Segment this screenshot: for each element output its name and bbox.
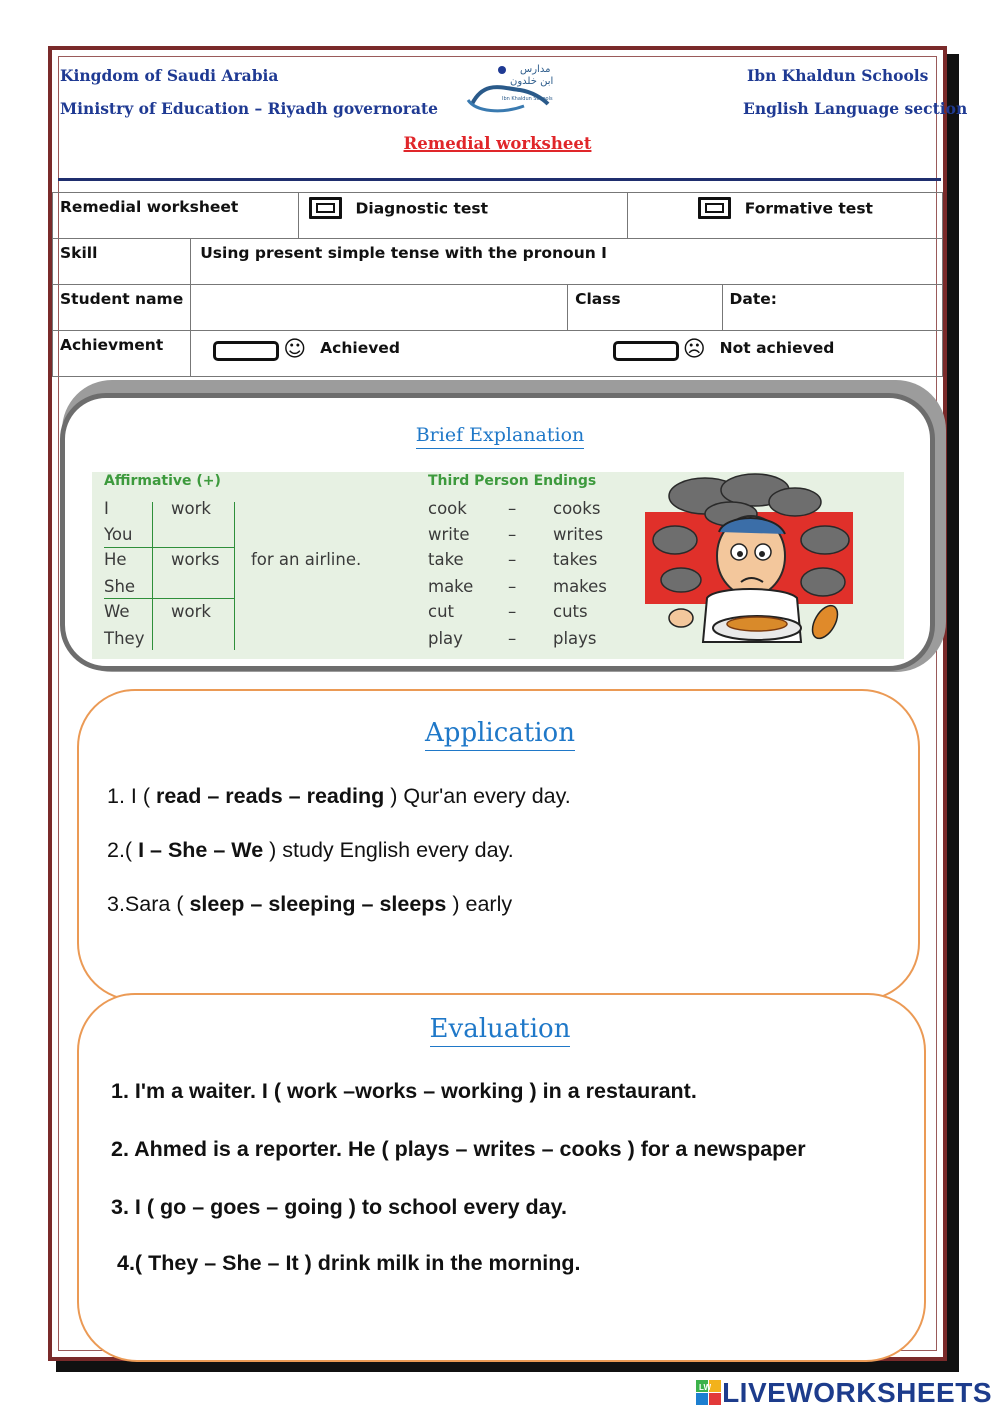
evaluation-title-wrap <box>0 1014 1000 1044</box>
achievement-options <box>191 331 943 377</box>
ending-dash: – <box>508 629 517 648</box>
ending-dash: – <box>508 550 517 569</box>
header-ministry: Ministry of Education – Riyadh governorate <box>60 99 439 118</box>
verb-work-1: work <box>171 499 211 518</box>
skill-value-cell <box>191 239 943 285</box>
badge-text: LW <box>699 1383 712 1392</box>
pronoun-you: You <box>104 525 133 544</box>
achievement-label-cell <box>53 331 191 377</box>
table-divider <box>104 598 234 599</box>
application-item-3[interactable] <box>107 892 512 917</box>
achievement-label: Achievment <box>60 336 164 354</box>
achieved-box[interactable] <box>213 341 279 361</box>
table-divider <box>104 547 234 548</box>
pronoun-i: I <box>104 499 109 518</box>
item-prefix: 2.( <box>107 838 139 862</box>
base-verb: make <box>428 577 474 596</box>
logo-latin: Ibn Khaldun Schools <box>502 96 553 102</box>
pronoun-he: He <box>104 550 127 569</box>
skill-value: Using present simple tense with the pronoun I <box>200 244 607 262</box>
ending-dash: – <box>508 577 517 596</box>
info-table <box>52 192 943 377</box>
base-verb: cook <box>428 499 467 518</box>
pronoun-she: She <box>104 577 136 596</box>
ending-dash: – <box>508 525 517 544</box>
liveworksheets-brand: LIVEWORKSHEETS <box>722 1377 992 1408</box>
logo-arabic-1: مدارس <box>520 64 551 75</box>
item-prefix: 3.Sara ( <box>107 892 190 916</box>
diagnostic-checkbox[interactable] <box>309 197 342 219</box>
diagnostic-cell <box>298 193 627 239</box>
diagnostic-label: Diagnostic test <box>355 199 489 218</box>
table-divider <box>152 502 153 650</box>
class-label: Class <box>575 290 621 308</box>
skill-label-cell <box>53 239 191 285</box>
frown-icon: ☹ <box>682 337 706 362</box>
date-label: Date: <box>729 290 777 308</box>
smile-icon: ☺ <box>283 337 307 362</box>
base-verb: take <box>428 550 464 569</box>
phrase-airline: for an airline. <box>251 550 362 569</box>
third-person-verb: takes <box>553 550 598 569</box>
worksheet-title-wrap <box>52 134 943 153</box>
date-cell[interactable] <box>722 285 942 331</box>
item-suffix: ) early <box>446 892 513 916</box>
affirmative-heading: Affirmative (+) <box>104 473 221 489</box>
third-person-verb: plays <box>553 629 597 648</box>
application-title: Application <box>425 718 575 751</box>
brief-title: Brief Explanation <box>416 424 585 449</box>
not-achieved-box[interactable] <box>613 341 679 361</box>
logo-arabic-2: ابن خلدون <box>510 76 554 87</box>
school-logo <box>462 60 558 116</box>
ending-dash: – <box>508 499 517 518</box>
base-verb: play <box>428 629 463 648</box>
header-kingdom: Kingdom of Saudi Arabia <box>60 66 279 85</box>
header-section: English Language section <box>743 99 968 118</box>
achieved-label: Achieved <box>320 339 400 357</box>
evaluation-item-2[interactable]: 2. Ahmed is a reporter. He ( plays – writes – cooks ) for a newspaper <box>111 1137 806 1161</box>
pronoun-we: We <box>104 602 130 621</box>
cook-illustration <box>645 470 857 650</box>
item-options: I – She – We <box>138 838 264 862</box>
item-suffix: ) Qur'an every day. <box>384 784 571 808</box>
student-name-label: Student name <box>60 290 184 308</box>
student-name-label-cell <box>53 285 191 331</box>
formative-cell <box>627 193 942 239</box>
verb-works: works <box>171 550 220 569</box>
evaluation-item-4[interactable]: 4.( They – She – It ) drink milk in the morning. <box>117 1251 581 1275</box>
third-person-verb: cooks <box>553 499 601 518</box>
header-school: Ibn Khaldun Schools <box>747 66 929 85</box>
type-cell <box>53 193 299 239</box>
brief-title-wrap <box>0 424 1000 446</box>
evaluation-item-1[interactable]: 1. I'm a waiter. I ( work –works – working ) in a restaurant. <box>111 1079 697 1103</box>
student-name-field[interactable] <box>191 285 568 331</box>
header-rule <box>58 178 941 181</box>
item-prefix: 1. I ( <box>107 784 156 808</box>
application-title-wrap <box>0 718 1000 748</box>
pronoun-they: They <box>104 629 145 648</box>
base-verb: cut <box>428 602 454 621</box>
verb-work-2: work <box>171 602 211 621</box>
skill-label: Skill <box>60 244 98 262</box>
liveworksheets-logo[interactable] <box>696 1377 992 1409</box>
item-options: read – reads – reading <box>155 784 385 808</box>
item-suffix: ) study English every day. <box>263 838 514 862</box>
evaluation-title: Evaluation <box>430 1014 571 1047</box>
class-cell[interactable] <box>568 285 722 331</box>
application-item-2[interactable] <box>107 838 514 863</box>
third-person-verb: cuts <box>553 602 588 621</box>
worksheet-title: Remedial worksheet <box>403 134 592 153</box>
not-achieved-label: Not achieved <box>719 339 835 357</box>
formative-label: Formative test <box>744 199 873 218</box>
liveworksheets-badge-icon <box>696 1380 722 1406</box>
third-person-heading: Third Person Endings <box>428 473 597 489</box>
ending-dash: – <box>508 602 517 621</box>
item-options: sleep – sleeping – sleeps <box>189 892 447 916</box>
third-person-verb: writes <box>553 525 604 544</box>
evaluation-box <box>77 993 926 1362</box>
type-label: Remedial worksheet <box>60 198 239 216</box>
evaluation-item-3[interactable]: 3. I ( go – goes – going ) to school every day. <box>111 1195 567 1219</box>
third-person-verb: makes <box>553 577 607 596</box>
formative-checkbox[interactable] <box>698 197 731 219</box>
base-verb: write <box>428 525 470 544</box>
application-item-1[interactable] <box>107 784 571 809</box>
table-divider <box>234 502 235 650</box>
